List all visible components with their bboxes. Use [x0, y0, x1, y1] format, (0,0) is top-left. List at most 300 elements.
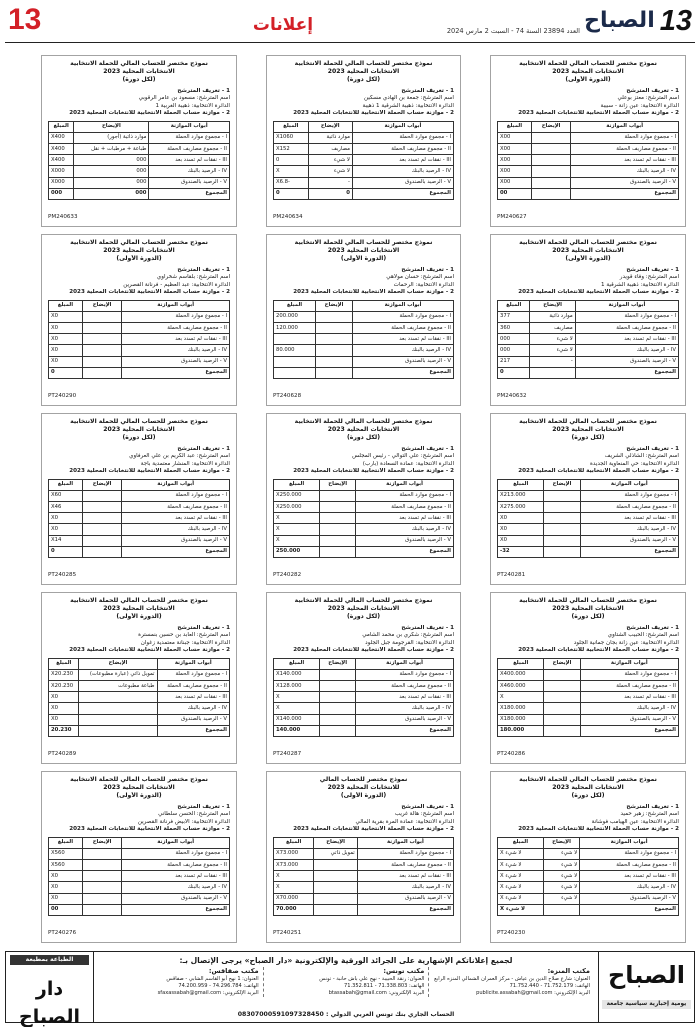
form-title-line: الانتخابات المحلية 2023 — [552, 68, 624, 75]
electoral-district: الدائرة الانتخابية: القرجومة جبل الجلود — [365, 639, 454, 646]
explanation-cell — [544, 524, 580, 535]
budget-section-heading: 2 - موازنة حساب الحملة الانتخابية للانتخابات المحلية 2023 — [69, 826, 230, 833]
amount-cell: X00 — [498, 144, 532, 155]
amount-cell: X0 — [49, 524, 83, 535]
explanation-cell — [544, 669, 580, 680]
issue-info: العدد 23894 السنة 74 - السبت 2 مارس 2024 — [446, 27, 580, 35]
amount-cell: X لا شيء — [498, 882, 544, 893]
budget-table — [48, 300, 230, 379]
electoral-district: الدائرة الانتخابية: الرحمات — [393, 281, 454, 288]
form-round-label: (لكل دورة) — [347, 434, 380, 441]
column-header-budget-item: أبواب الموازنة — [157, 658, 230, 669]
form-title-line: نموذج مختصر للحساب المالي للحملة الانتخابية — [70, 418, 208, 425]
column-header-budget-item: أبواب الموازنة — [580, 479, 678, 490]
candidate-section-heading: 1 - تعريف المترشح — [401, 625, 454, 631]
amount-cell: X0 — [49, 345, 83, 356]
explanation-cell: لا شيء — [543, 848, 579, 859]
amount-cell: X0 — [49, 513, 83, 524]
amount-cell: X400 — [49, 155, 74, 166]
total-explanation — [531, 188, 571, 199]
candidate-name: اسم المترشح: الحسن سلطاني — [158, 811, 230, 818]
candidate-section-heading: 1 - تعريف المترشح — [177, 88, 230, 94]
electoral-district: الدائرة الانتخابية: عمادة السعادة (بارب) — [362, 460, 454, 467]
amount-cell: 217 — [498, 356, 530, 367]
footer-newspaper-logo — [598, 952, 694, 1022]
form-title-line: الانتخابات المحلية 2023 — [327, 426, 400, 433]
budget-item-label: IV - الرصيد بالبنك — [571, 166, 679, 177]
form-title-line: الانتخابات المحلية 2023 — [103, 784, 175, 791]
amount-cell: X152 — [274, 144, 309, 155]
ad-reference-code: PM240633 — [48, 214, 78, 220]
amount-cell: X73.000 — [274, 848, 314, 859]
amount-cell: X0 — [49, 882, 83, 893]
budget-item-label: III - نفقات لم تسدد بعد — [149, 155, 230, 166]
table-row — [498, 166, 679, 177]
budget-item-label: III - نفقات لم تسدد بعد — [357, 871, 453, 882]
budget-item-label: IV - الرصيد بالبنك — [122, 882, 230, 893]
total-amount: 00 — [49, 904, 83, 915]
column-header-explanation: الإيضاح — [82, 300, 122, 311]
budget-item-label: V - الرصيد بالصندوق — [571, 177, 679, 188]
form-title-line: الانتخابات المحلية 2023 — [103, 247, 175, 254]
budget-item-label: V - الرصيد بالصندوق — [122, 535, 230, 546]
total-label: المجموع — [122, 367, 230, 378]
explanation-cell — [314, 893, 357, 904]
form-title-line: نموذج مختصر للحساب المالي للحملة الانتخابية — [294, 60, 433, 67]
column-header-amount: المبلغ — [498, 300, 530, 311]
budget-item-label: III - نفقات لم تسدد بعد — [580, 513, 678, 524]
table-row — [498, 669, 679, 680]
column-header-explanation: الإيضاح — [315, 300, 352, 311]
candidate-name: اسم المترشح: بلقاسم شخراوي — [156, 274, 230, 281]
budget-section-heading: 2 - موازنة حساب الحملة الانتخابية للانتخابات المحلية 2023 — [518, 468, 679, 475]
ad-reference-code: PT240290 — [48, 393, 77, 399]
budget-item-label: III - نفقات لم تسدد بعد — [352, 155, 453, 166]
table-row — [498, 893, 679, 904]
ad-reference-code: PT240286 — [497, 751, 526, 757]
total-amount: 70.000 — [274, 904, 314, 915]
form-title-line: نموذج مختصر للحساب المالي للحملة الانتخابية — [70, 776, 208, 783]
budget-table-header — [498, 837, 679, 848]
candidate-name: اسم المترشح: عبد الكريم بن علي العرفاوي — [129, 453, 230, 460]
amount-cell: X20.230 — [49, 681, 79, 692]
offices-list — [98, 967, 594, 997]
budget-table — [273, 300, 454, 379]
budget-item-label: V - الرصيد بالصندوق — [122, 356, 230, 367]
budget-item-label: IV - الرصيد بالبنك — [356, 524, 454, 535]
form-round-label: (الدورة الأولى) — [340, 255, 387, 262]
amount-cell: X60 — [49, 490, 83, 501]
column-header-amount: المبلغ — [274, 300, 316, 311]
form-round-label: (الدورة الأولى) — [116, 613, 162, 620]
budget-item-label: II - مجموع مصاريف الحملة — [580, 502, 678, 513]
table-row — [274, 311, 454, 322]
table-row — [274, 882, 454, 893]
budget-item-label: I - مجموع موارد الحملة — [580, 669, 678, 680]
total-row — [498, 367, 679, 378]
explanation-cell — [320, 692, 356, 703]
table-row — [274, 848, 454, 859]
amount-cell: X — [274, 535, 320, 546]
explanation-cell: لا شيء — [543, 871, 579, 882]
amount-cell: X250.000 — [274, 490, 320, 501]
explanation-cell — [82, 490, 122, 501]
amount-cell: X180.000 — [498, 703, 544, 714]
budget-table — [497, 479, 679, 558]
form-title-line: نموذج مختصر للحساب المالي للحملة الانتخابية — [519, 239, 657, 246]
electoral-district: الدائرة الانتخابية: حي المنعاوية الجديدة — [589, 460, 679, 467]
amount-cell: X — [274, 692, 320, 703]
total-explanation — [544, 725, 580, 736]
budget-table-header — [49, 658, 230, 669]
explanation-cell — [82, 871, 122, 882]
ad-reference-code: PT240251 — [273, 930, 302, 936]
explanation-cell — [531, 166, 571, 177]
column-header-budget-item: أبواب الموازنة — [571, 121, 679, 132]
electoral-district: الدائرة الانتخابية: ذهيبة الشرقية 1 ذهيبة — [362, 102, 454, 109]
table-row — [49, 703, 230, 714]
table-row — [49, 502, 230, 513]
budget-item-label: III - نفقات لم تسدد بعد — [157, 692, 230, 703]
form-round-label: (الدورة الأولى) — [340, 792, 387, 799]
amount-cell: X — [274, 882, 314, 893]
budget-item-label: II - مجموع مصاريف الحملة — [353, 323, 454, 334]
amount-cell: 0 — [274, 155, 309, 166]
budget-table-header — [274, 658, 454, 669]
total-explanation — [543, 904, 579, 915]
office-title: مكتب صفاقس: — [208, 967, 259, 975]
amount-cell: X0 — [498, 513, 544, 524]
column-header-explanation: الإيضاح — [82, 479, 122, 490]
form-title-line: الانتخابات المحلية 2023 — [103, 605, 175, 612]
explanation-cell: لا شيء — [543, 882, 579, 893]
office-address: العنوان: زنقة الحبيبة - نهج علي باش حانبة - تونس — [319, 976, 425, 982]
form-title-line: نموذج مختصر للحساب المالي للحملة الانتخابية — [294, 597, 433, 604]
election-account-form — [41, 771, 237, 943]
office-title: مكتب تونس: — [383, 967, 425, 975]
budget-item-label: IV - الرصيد بالبنك — [580, 882, 679, 893]
total-label: المجموع — [149, 188, 230, 199]
footer-logo-tagline: يومية إخبارية سياسية جامعة — [602, 1000, 691, 1009]
total-amount: 000 — [49, 188, 74, 199]
table-row — [498, 132, 679, 143]
form-title — [497, 60, 679, 84]
candidate-name: اسم المترشح: الحبيب الشتاوي — [607, 632, 679, 639]
electoral-district: الدائرة الانتخابية: المنشار معتمدية باجة — [140, 460, 230, 467]
election-account-form — [266, 592, 461, 764]
candidate-section-heading: 1 - تعريف المترشح — [401, 88, 454, 94]
table-row — [49, 345, 230, 356]
budget-item-label: III - نفقات لم تسدد بعد — [122, 334, 230, 345]
budget-item-label: I - مجموع موارد الحملة — [580, 490, 678, 501]
ad-reference-code: PM240634 — [273, 214, 303, 220]
table-row — [274, 860, 454, 871]
explanation-cell: لا شيء — [543, 893, 579, 904]
table-row — [49, 860, 230, 871]
candidate-section-heading: 1 - تعريف المترشح — [626, 446, 679, 452]
budget-section-heading: 2 - موازنة حساب الحملة الانتخابية للانتخابات المحلية 2023 — [69, 647, 230, 654]
total-label: المجموع — [356, 546, 454, 557]
budget-item-label: IV - الرصيد بالبنك — [353, 345, 454, 356]
explanation-cell: 000 — [74, 166, 149, 177]
explanation-cell — [82, 848, 122, 859]
total-label: المجموع — [122, 546, 230, 557]
budget-table-header — [498, 121, 679, 132]
total-amount: 0 — [49, 546, 83, 557]
ad-reference-code: PT240282 — [273, 572, 302, 578]
explanation-cell — [315, 345, 352, 356]
office-menzah — [429, 967, 594, 997]
budget-item-label: V - الرصيد بالصندوق — [352, 177, 453, 188]
candidate-name: اسم المترشح: وفاء قويدر — [619, 274, 679, 281]
form-title-line: الانتخابات المحلية 2023 — [552, 605, 624, 612]
total-label: المجموع — [575, 367, 678, 378]
table-row — [274, 345, 454, 356]
table-row — [498, 524, 679, 535]
budget-table-header — [498, 658, 679, 669]
form-title — [48, 418, 230, 442]
budget-section-heading: 2 - موازنة حساب الحملة الانتخابية للانتخابات المحلية 2023 — [518, 110, 679, 117]
candidate-section-heading: 1 - تعريف المترشح — [626, 804, 679, 810]
table-row — [49, 132, 230, 143]
budget-table-header — [49, 300, 230, 311]
table-row — [49, 524, 230, 535]
ad-reference-code: PT240285 — [48, 572, 77, 578]
form-title-line: نموذج مختصر للحساب المالي للحملة الانتخابية — [70, 597, 208, 604]
total-explanation — [320, 546, 356, 557]
column-header-budget-item: أبواب الموازنة — [356, 658, 454, 669]
table-row — [274, 871, 454, 882]
amount-cell: X0 — [49, 871, 83, 882]
form-title-line: نموذج مختصر للحساب المالي للحملة الانتخابية — [294, 418, 433, 425]
explanation-cell — [544, 714, 580, 725]
amount-cell: X0 — [498, 535, 544, 546]
form-title-line: نموذج مختصر للحساب المالي للحملة الانتخابية — [519, 418, 657, 425]
table-row — [49, 356, 230, 367]
budget-item-label: I - مجموع موارد الحملة — [157, 669, 230, 680]
explanation-cell: موارد ذاتية — [530, 311, 575, 322]
form-title-line: الانتخابات المحلية 2023 — [327, 605, 400, 612]
form-title — [273, 418, 454, 442]
form-title-line: نموذج مختصر للحساب المالي للحملة الانتخابية — [519, 597, 657, 604]
ad-reference-code: PT240289 — [48, 751, 77, 757]
explanation-cell — [320, 714, 356, 725]
candidate-name: اسم المترشح: شكري بن محمد الشامي — [362, 632, 454, 639]
table-row — [274, 714, 454, 725]
table-row — [274, 535, 454, 546]
table-row — [498, 848, 679, 859]
electoral-district: الدائرة الانتخابية: عين زانة بجان جمانية الجلود — [573, 639, 679, 646]
explanation-cell — [531, 144, 571, 155]
budget-item-label: IV - الرصيد بالبنك — [122, 524, 230, 535]
table-row — [49, 166, 230, 177]
budget-item-label: II - مجموع مصاريف الحملة — [122, 860, 230, 871]
budget-item-label: IV - الرصيد بالبنك — [580, 703, 678, 714]
budget-table — [273, 121, 454, 200]
table-row — [274, 155, 454, 166]
total-explanation — [82, 367, 122, 378]
amount-cell: X70.000 — [274, 893, 314, 904]
total-amount: 20.230 — [49, 725, 79, 736]
amount-cell: X400.000 — [498, 669, 544, 680]
table-row — [49, 177, 230, 188]
candidate-name: اسم المترشح: زهير حميد — [620, 811, 679, 818]
budget-item-label: V - الرصيد بالصندوق — [353, 356, 454, 367]
amount-cell: X — [274, 524, 320, 535]
form-title — [273, 239, 454, 263]
amount-cell: X250.000 — [274, 502, 320, 513]
total-row — [498, 904, 679, 915]
budget-item-label: IV - الرصيد بالبنك — [157, 703, 230, 714]
total-explanation — [82, 546, 122, 557]
budget-item-label: I - مجموع موارد الحملة — [122, 490, 230, 501]
budget-item-label: V - الرصيد بالصندوق — [357, 893, 453, 904]
bank-account-line: الحساب الجاري بنك تونس العربي الدولي : 08307000591097328450 — [237, 1011, 455, 1018]
total-row — [49, 367, 230, 378]
form-title-line: الانتخابات المحلية 2023 — [327, 68, 400, 75]
amount-cell: X لا شيء — [498, 871, 544, 882]
electoral-district: الدائرة الانتخابية: عبد العظيم - فرنانة القصرين — [123, 281, 230, 288]
explanation-cell — [544, 502, 580, 513]
explanation-cell — [320, 513, 356, 524]
column-header-explanation: الإيضاح — [320, 479, 356, 490]
explanation-cell — [82, 334, 122, 345]
total-explanation — [315, 367, 352, 378]
total-label: المجموع — [580, 725, 678, 736]
table-row — [49, 669, 230, 680]
column-header-explanation: الإيضاح — [320, 658, 356, 669]
budget-section-heading: 2 - موازنة حساب الحملة الانتخابية للانتخابات المحلية 2023 — [293, 289, 454, 296]
explanation-cell: طباعة + مرطبات + نقل — [74, 144, 149, 155]
column-header-explanation: الإيضاح — [74, 121, 149, 132]
form-title — [273, 597, 454, 621]
table-row — [274, 334, 454, 345]
explanation-cell: لا شيء — [543, 860, 579, 871]
amount-cell: X128.000 — [274, 681, 320, 692]
electoral-district: الدائرة الانتخابية: ذهيبة الشرقية 1 — [601, 281, 679, 288]
column-header-amount: المبلغ — [49, 837, 83, 848]
office-phone: الهاتف: 71.338.803 - 71.352.811 — [344, 983, 425, 989]
column-header-amount: المبلغ — [274, 658, 320, 669]
candidate-name: اسم المترشح: هالة غريب — [394, 811, 454, 818]
explanation-cell — [315, 356, 352, 367]
amount-cell: X0 — [498, 524, 544, 535]
table-row — [274, 490, 454, 501]
column-header-amount: المبلغ — [49, 300, 83, 311]
form-title — [48, 597, 230, 621]
table-row — [498, 681, 679, 692]
candidate-section-heading: 1 - تعريف المترشح — [177, 625, 230, 631]
amount-cell: X400 — [49, 132, 74, 143]
budget-table-header — [274, 300, 454, 311]
budget-table-header — [498, 479, 679, 490]
budget-section-heading: 2 - موازنة حساب الحملة الانتخابية للانتخابات المحلية 2023 — [69, 468, 230, 475]
column-header-amount: المبلغ — [274, 121, 309, 132]
table-row — [49, 714, 230, 725]
budget-section-heading: 2 - موازنة حساب الحملة الانتخابية للانتخابات المحلية 2023 — [518, 826, 679, 833]
total-amount: -32 — [498, 546, 544, 557]
logo-text: الصباح — [584, 8, 655, 33]
explanation-cell — [79, 714, 157, 725]
explanation-cell — [315, 323, 352, 334]
total-row — [274, 904, 454, 915]
column-header-amount: المبلغ — [274, 837, 314, 848]
electoral-district: الدائرة الانتخابية: عمادة المرة بقرية المالي — [355, 818, 454, 825]
total-row — [274, 367, 454, 378]
election-account-form — [41, 234, 237, 406]
budget-item-label: I - مجموع موارد الحملة — [122, 311, 230, 322]
form-round-label: (الدورة الأولى) — [565, 76, 611, 83]
table-row — [274, 681, 454, 692]
office-email: البريد الإلكتروني: sfaxassabah@gmail.com — [157, 990, 259, 996]
column-header-explanation: الإيضاح — [530, 300, 575, 311]
candidate-name: اسم المترشح: معتز بوعلي — [617, 95, 679, 102]
amount-cell: X لا شيء — [498, 848, 544, 859]
column-header-amount: المبلغ — [49, 121, 74, 132]
budget-table — [273, 658, 454, 737]
amount-cell: X73.000 — [274, 860, 314, 871]
amount-cell: X0 — [49, 356, 83, 367]
total-explanation — [314, 904, 357, 915]
total-label: المجموع — [357, 904, 453, 915]
column-header-explanation: الإيضاح — [308, 121, 352, 132]
office-title: مكتب المنزه: — [547, 967, 590, 975]
header-divider — [5, 42, 695, 43]
budget-item-label: V - الرصيد بالصندوق — [575, 356, 678, 367]
amount-cell: X0 — [49, 692, 79, 703]
budget-item-label: II - مجموع مصاريف الحملة — [356, 502, 454, 513]
total-amount: 0 — [49, 367, 83, 378]
explanation-cell — [320, 703, 356, 714]
amount-cell: X0 — [49, 323, 83, 334]
column-header-budget-item: أبواب الموازنة — [122, 479, 230, 490]
budget-table — [273, 479, 454, 558]
office-email: البريد الإلكتروني: publicite.assabah@gmail.com — [476, 990, 590, 996]
table-row — [498, 155, 679, 166]
budget-table-header — [274, 479, 454, 490]
budget-item-label: III - نفقات لم تسدد بعد — [575, 334, 678, 345]
total-row — [274, 725, 454, 736]
amount-cell: X00 — [498, 166, 532, 177]
table-row — [498, 513, 679, 524]
amount-cell: X180.000 — [498, 714, 544, 725]
total-explanation — [82, 904, 122, 915]
office-address: العنوان: شارع صلاح الدين بن عياش - مركز العمران الشمالي المنزه الرابع — [434, 976, 590, 982]
ads-grid — [40, 55, 686, 943]
amount-cell: X6.8- — [274, 177, 309, 188]
budget-item-label: II - مجموع مصاريف الحملة — [580, 860, 679, 871]
table-row — [274, 524, 454, 535]
amount-cell: X — [274, 166, 309, 177]
total-amount: X لا شيء — [498, 904, 544, 915]
amount-cell: X213.000 — [498, 490, 544, 501]
table-row — [49, 692, 230, 703]
table-row — [498, 692, 679, 703]
amount-cell: X560 — [49, 848, 83, 859]
budget-item-label: II - مجموع مصاريف الحملة — [122, 323, 230, 334]
budget-section-heading: 2 - موازنة حساب الحملة الانتخابية للانتخابات المحلية 2023 — [293, 468, 454, 475]
amount-cell: 360 — [498, 323, 530, 334]
total-explanation: 000 — [74, 188, 149, 199]
budget-item-label: II - مجموع مصاريف الحملة — [580, 681, 678, 692]
table-row — [274, 669, 454, 680]
table-row — [498, 860, 679, 871]
budget-item-label: I - مجموع موارد الحملة — [575, 311, 678, 322]
candidate-section-heading: 1 - تعريف المترشح — [401, 446, 454, 452]
table-row — [498, 882, 679, 893]
explanation-cell — [79, 692, 157, 703]
explanation-cell — [82, 502, 122, 513]
